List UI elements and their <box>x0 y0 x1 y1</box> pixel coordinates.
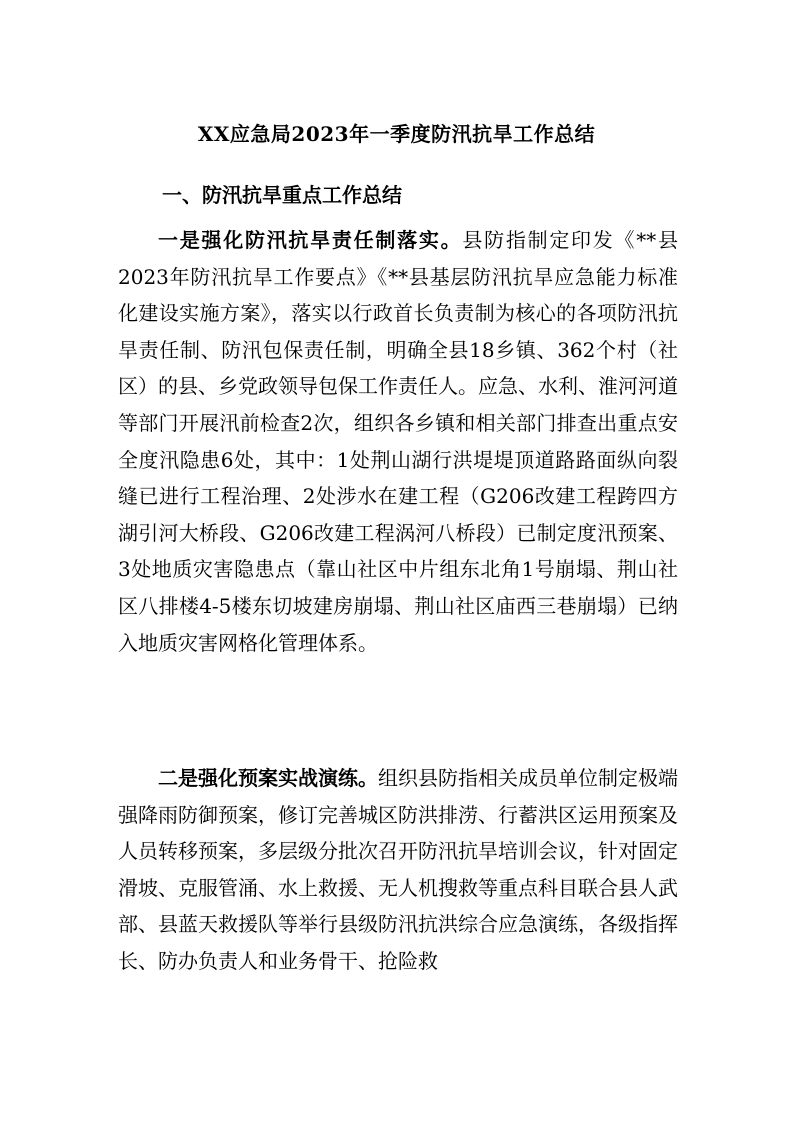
paragraph-lead: 二是强化预案实战演练。 <box>158 766 378 790</box>
document-title: XX应急局2023年一季度防汛抗旱工作总结 <box>197 122 596 146</box>
section-heading: 一、防汛抗旱重点工作总结 <box>162 183 402 207</box>
paragraph-body: 组织县防指相关成员单位制定极端强降雨防御预案，修订完善城区防洪排涝、行蓄洪区运用预案及人员转移预案，多层级分批次召开防汛抗旱培训会议，针对固定滑坡、克服管涌、水上救援、无人机搜救等重点科目联合县人武部、县蓝天救援队等举行县级防汛抗洪综合应急演练，各级指挥长、防办负责人和业务骨干、抢险救 <box>118 766 678 973</box>
paragraph-drills <box>118 760 678 980</box>
paragraph-responsibility <box>118 222 678 661</box>
paragraph-lead: 一是强化防汛抗旱责任制落实。 <box>158 228 463 252</box>
paragraph-body: 县防指制定印发《**县2023年防汛抗旱工作要点》《**县基层防汛抗旱应急能力标准化建设实施方案》，落实以行政首长负责制为核心的各项防汛抗旱责任制、防汛包保责任制，明确全县18乡镇、362个村（社区）的县、乡党政领导包保工作责任人。应急、水利、淮河河道等部门开展汛前检查2次，组织各乡镇和相关部门排查出重点安全度汛隐患6处，其中：1处荆山湖行洪堤堤顶道路路面纵向裂缝已进行工程治理、2处涉水在建工程（G206改建工程跨四方湖引河大桥段、G206改建工程涡河八桥段）已制定度汛预案、3处地质灾害隐患点（靠山社区中片组东北角1号崩塌、荆山社区八排楼4-5楼东切坡建房崩塌、荆山社区庙西三巷崩塌）已纳入地质灾害网格化管理体系。 <box>118 228 679 655</box>
